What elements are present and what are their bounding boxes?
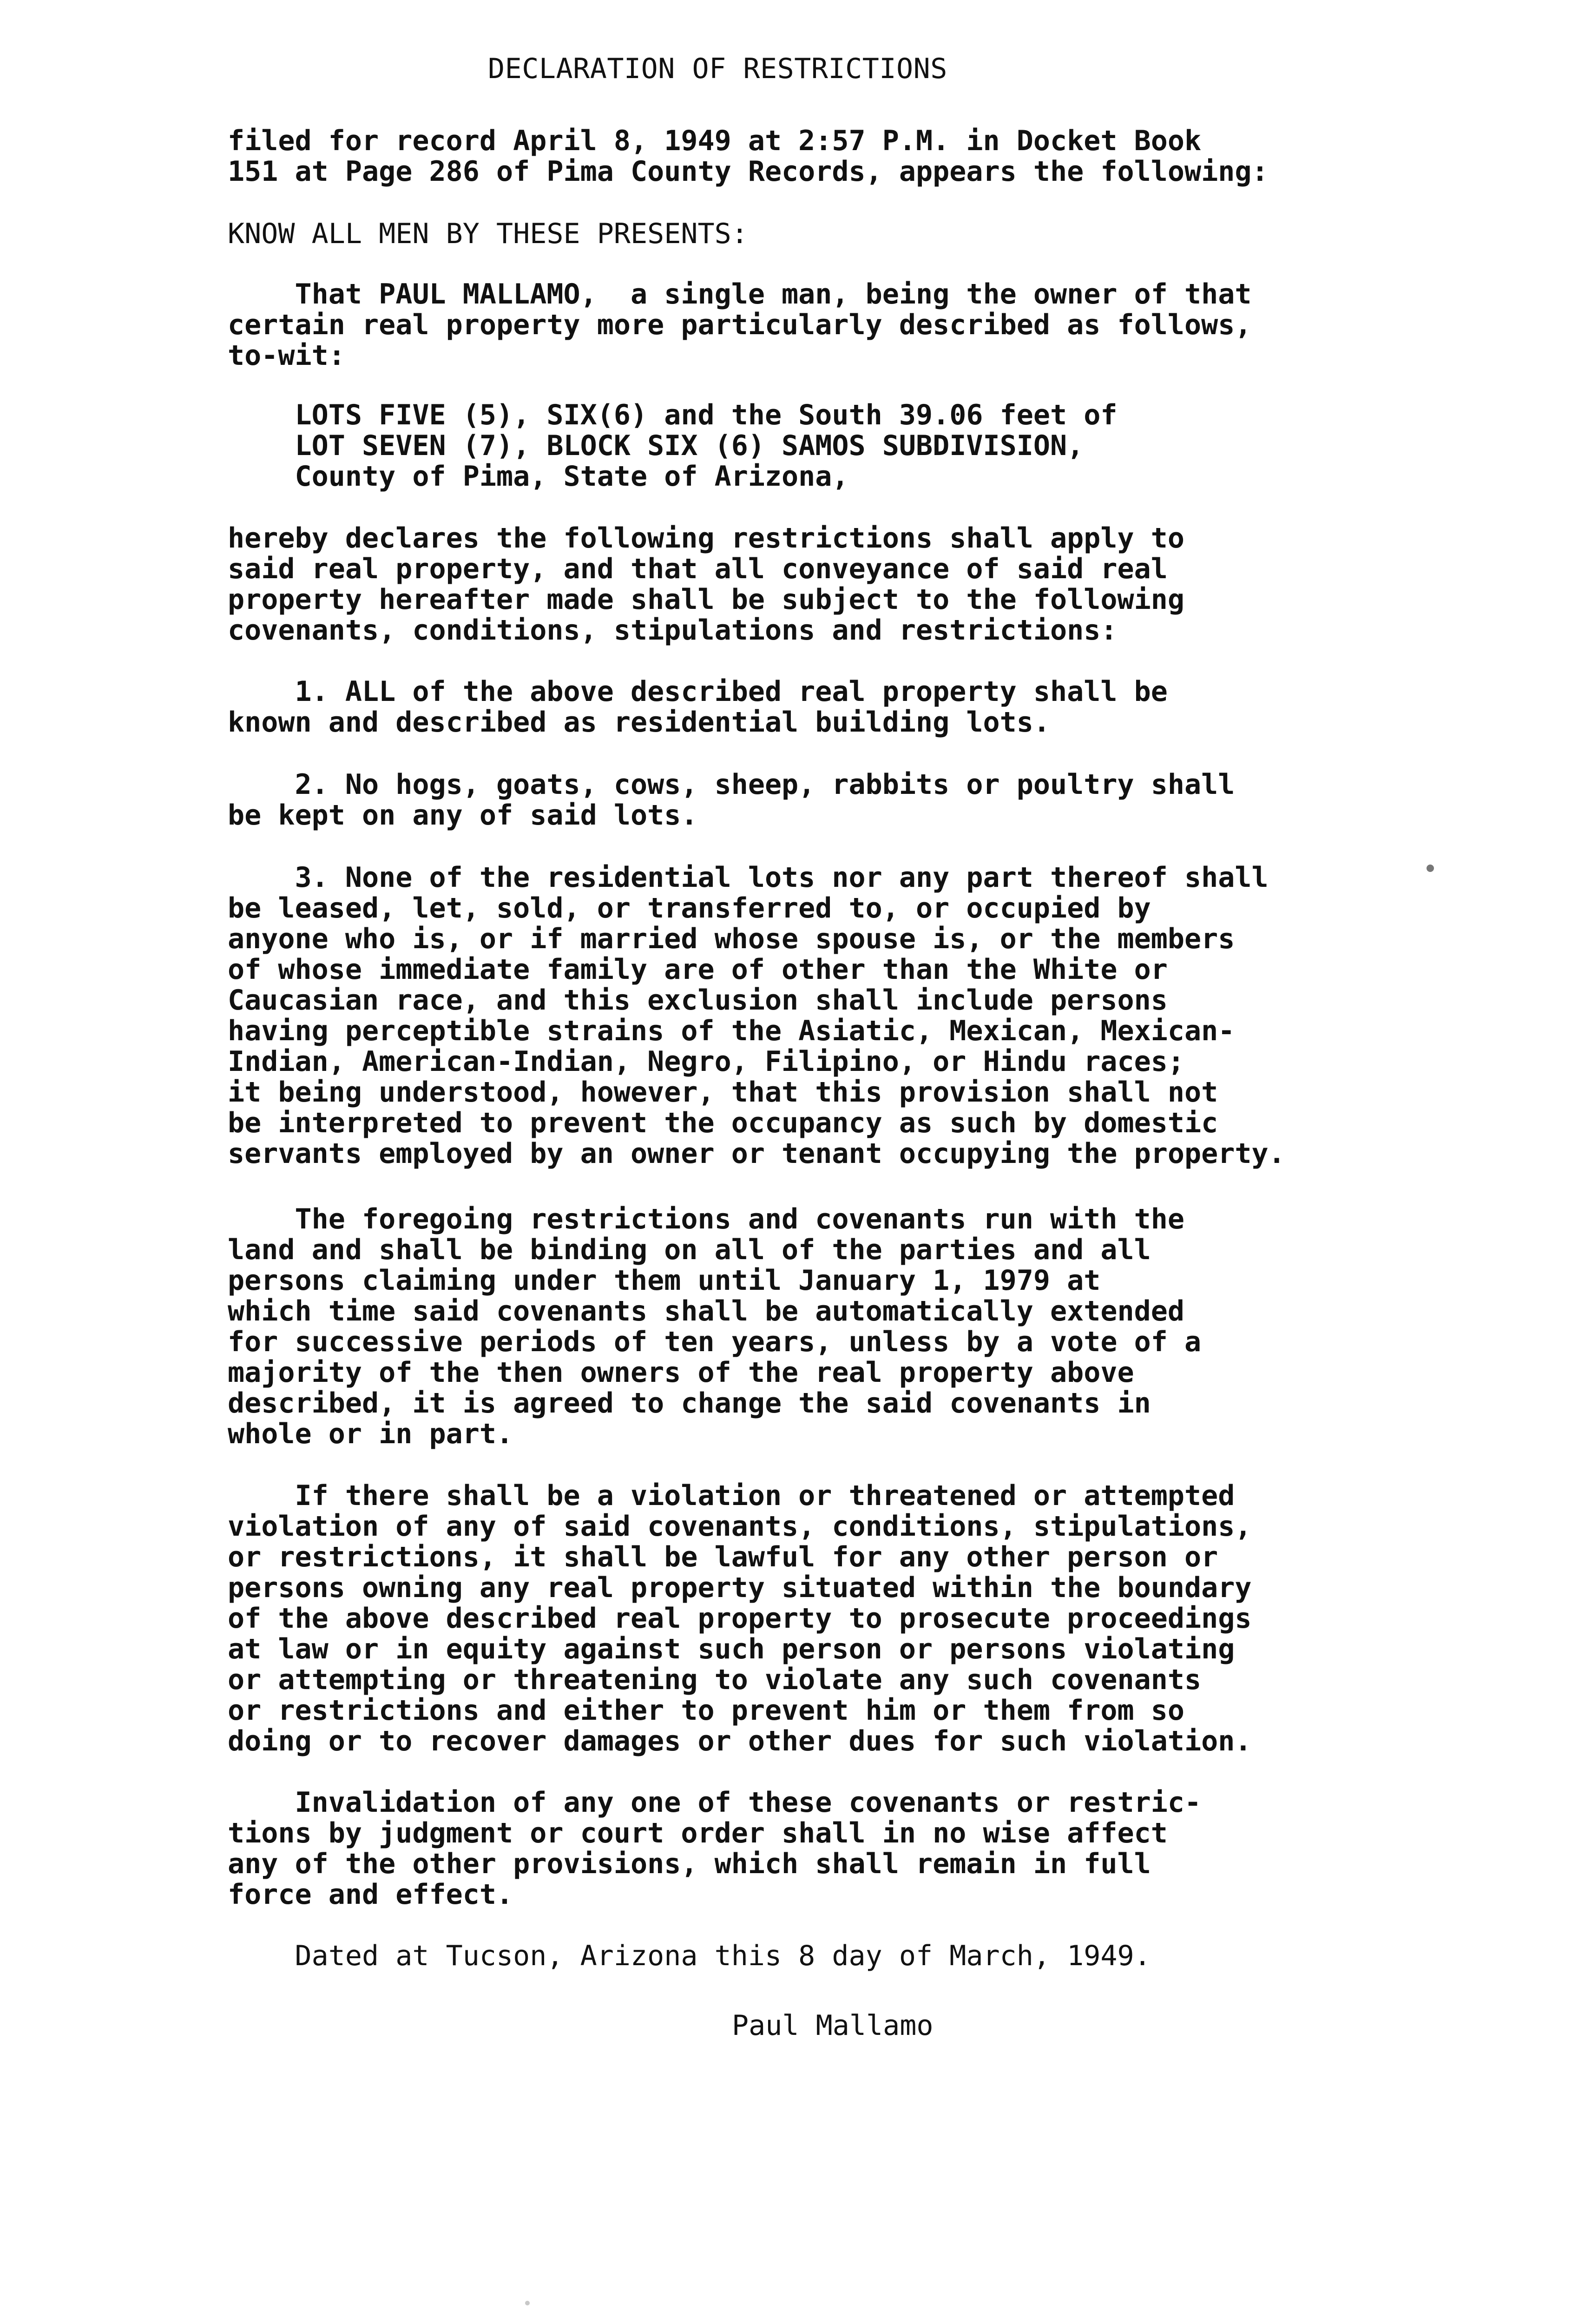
declaration-line: covenants, conditions, stipulations and restrictions:: [228, 614, 1118, 647]
intro-line: That PAUL MALLAMO, a single man, being the owner of that: [228, 278, 1252, 310]
clause-3-line: it being understood, however, that this provision shall not: [228, 1076, 1218, 1109]
covenants-run-paragraph: [228, 1204, 1436, 1449]
violation-paragraph: [228, 1480, 1436, 1756]
signature-name: Paul Mallamo: [732, 2009, 934, 2042]
declaration-line: property hereafter made shall be subject to the following: [228, 583, 1185, 616]
clause-3-line: Caucasian race, and this exclusion shall include persons: [228, 984, 1168, 1017]
covenants-run-line: land and shall be binding on all of the parties and all: [228, 1234, 1151, 1266]
lots-line: County of Pima, State of Arizona,: [228, 460, 849, 493]
clause-2: [228, 769, 1436, 831]
clause-3: [228, 862, 1436, 1169]
clause-3-line: of whose immediate family are of other than the White or: [228, 953, 1168, 986]
invalidation-line: tions by judgment or court order shall in no wise affect: [228, 1817, 1168, 1849]
covenants-run-line: persons claiming under them until January 1, 1979 at: [228, 1264, 1101, 1297]
clause-3-line: Indian, American-Indian, Negro, Filipino, or Hindu races;: [228, 1045, 1185, 1078]
declaration-paragraph: [228, 523, 1436, 646]
clause-3-line: servants employed by an owner or tenant occupying the property.: [228, 1137, 1285, 1170]
clause-2-line: be kept on any of said lots.: [228, 799, 698, 832]
clause-1-line: 1. ALL of the above described real property shall be: [228, 675, 1168, 708]
clause-1-line: known and described as residential building lots.: [228, 706, 1051, 739]
declaration-line: said real property, and that all conveyance of said real: [228, 553, 1168, 585]
filing-paragraph: [228, 125, 1436, 187]
clause-3-line: be interpreted to prevent the occupancy as such by domestic: [228, 1107, 1218, 1139]
violation-line: persons owning any real property situated within the boundary: [228, 1571, 1252, 1604]
violation-line: of the above described real property to prosecute proceedings: [228, 1602, 1252, 1635]
scan-speck: [525, 2301, 530, 2305]
intro-paragraph: [228, 279, 1436, 371]
filing-line: filed for record April 8, 1949 at 2:57 P.M. in Docket Book: [228, 125, 1202, 157]
filing-line: 151 at Page 286 of Pima County Records, appears the following:: [228, 155, 1269, 188]
violation-line: violation of any of said covenants, conditions, stipulations,: [228, 1510, 1252, 1543]
dated-line: Dated at Tucson, Arizona this 8 day of March, 1949.: [228, 1940, 1151, 1972]
violation-line: at law or in equity against such person or persons violating: [228, 1633, 1235, 1665]
violation-line: doing or to recover damages or other dues for such violation.: [228, 1725, 1252, 1757]
invalidation-line: force and effect.: [228, 1878, 513, 1911]
covenants-run-line: described, it is agreed to change the said covenants in: [228, 1387, 1151, 1419]
lots-line: LOTS FIVE (5), SIX(6) and the South 39.06 feet of: [228, 399, 1118, 431]
violation-line: or restrictions and either to prevent him or them from so: [228, 1694, 1185, 1727]
scan-mark: [1427, 865, 1434, 872]
dated-line-block: [228, 1941, 1436, 1971]
know-all-men-line: KNOW ALL MEN BY THESE PRESENTS:: [228, 218, 748, 250]
covenants-run-line: majority of the then owners of the real property above: [228, 1356, 1134, 1389]
invalidation-line: Invalidation of any one of these covenants or restric-: [228, 1786, 1202, 1819]
intro-line: to-wit:: [228, 339, 345, 372]
invalidation-paragraph: [228, 1787, 1436, 1910]
covenants-run-line: which time said covenants shall be automatically extended: [228, 1295, 1185, 1327]
lots-line: LOT SEVEN (7), BLOCK SIX (6) SAMOS SUBDIVISION,: [228, 429, 1084, 462]
document-title: DECLARATION OF RESTRICTIONS: [488, 53, 947, 85]
covenants-run-line: for successive periods of ten years, unless by a vote of a: [228, 1326, 1202, 1358]
violation-line: If there shall be a violation or threatened or attempted: [228, 1479, 1235, 1512]
clause-3-line: 3. None of the residential lots nor any part thereof shall: [228, 861, 1269, 894]
invalidation-line: any of the other provisions, which shall remain in full: [228, 1848, 1151, 1880]
covenants-run-line: whole or in part.: [228, 1418, 513, 1450]
clause-3-line: having perceptible strains of the Asiatic, Mexican, Mexican-: [228, 1015, 1235, 1047]
know-all-men-heading: [228, 218, 1436, 249]
clause-3-line: anyone who is, or if married whose spouse is, or the members: [228, 923, 1235, 955]
violation-line: or restrictions, it shall be lawful for any other person or: [228, 1541, 1218, 1573]
covenants-run-line: The foregoing restrictions and covenants run with the: [228, 1203, 1185, 1235]
clause-2-line: 2. No hogs, goats, cows, sheep, rabbits or poultry shall: [228, 768, 1235, 801]
lots-description: [228, 400, 1436, 492]
violation-line: or attempting or threatening to violate any such covenants: [228, 1664, 1202, 1696]
declaration-line: hereby declares the following restrictions shall apply to: [228, 522, 1185, 555]
clause-3-line: be leased, let, sold, or transferred to, or occupied by: [228, 892, 1151, 924]
clause-1: [228, 676, 1436, 738]
intro-line: certain real property more particularly described as follows,: [228, 309, 1252, 341]
